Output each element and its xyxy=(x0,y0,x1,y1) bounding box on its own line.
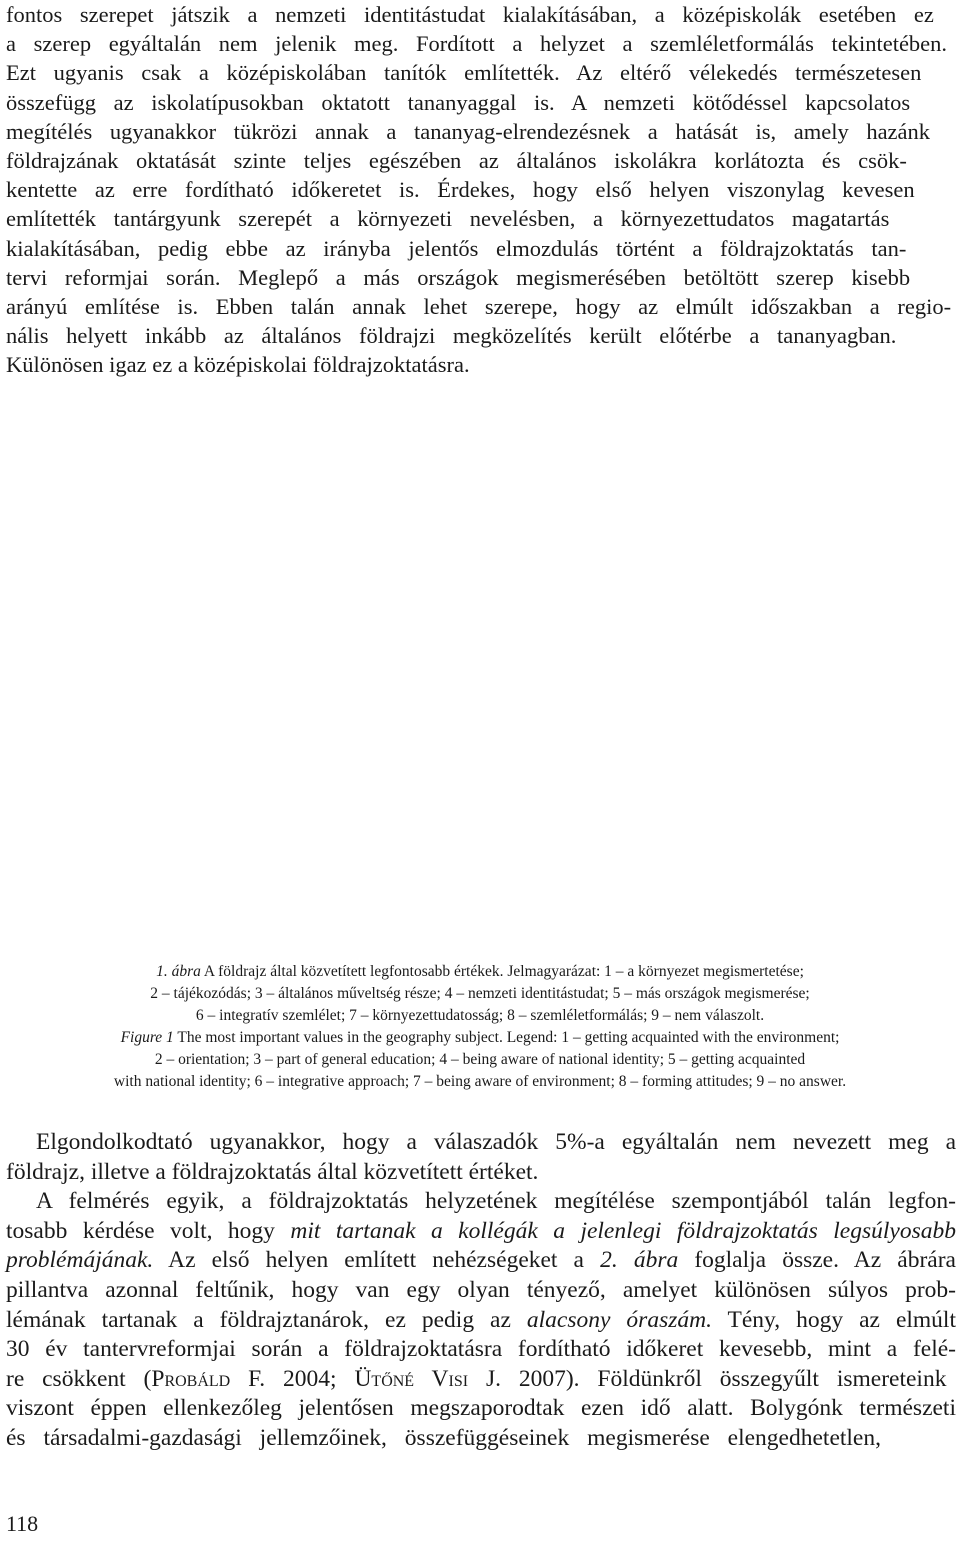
text-line: arányú említése is. Ebben talán annak lehet szerepe, hogy az elmúlt időszakban a regio- xyxy=(6,294,952,320)
text-line: tervi reformjai során. Meglepő a más országok megismerésében betöltött szerep kisebb xyxy=(6,264,911,290)
text-run: Tény, hogy az elmúlt xyxy=(711,1306,956,1333)
text-line: kialakításában, pedig ebbe az irányba jelentős elmozdulás történt a földrajzoktatás tan- xyxy=(6,235,907,261)
text-line: megítélés ugyanakkor tükrözi annak a tananyag-elrendezésnek a hatását is, amely hazánk xyxy=(6,118,931,144)
author-name: Probáld xyxy=(151,1365,231,1392)
text-run: F. 2004; xyxy=(230,1365,355,1392)
text-line: Különösen igaz ez a középiskolai földrajzoktatásra. xyxy=(6,352,470,378)
text-line xyxy=(6,1217,956,1247)
text-run: tosabb kérdése volt, hogy xyxy=(6,1217,291,1244)
text-run: Az első helyen említett nehézségeket a xyxy=(153,1247,601,1274)
caption-line: with national identity; 6 – integrative approach; 7 – being aware of environment; 8 – forming attitudes; 9 – no answer. xyxy=(113,1073,847,1090)
text-line: A felmérés egyik, a földrajzoktatás helyzetének megítélése szempontjából talán legfon- xyxy=(36,1188,956,1215)
author-name: Ütőné Visi xyxy=(354,1365,469,1392)
paragraph-body xyxy=(6,1128,956,1454)
text-line: említették tantárgyunk szerepét a környezeti nevelésben, a környezettudatos magatartás xyxy=(6,206,890,232)
text-line: Ezt ugyanis csak a középiskolában tanítók említették. Az eltérő vélekedés természetesen xyxy=(6,60,922,86)
caption-label-en: Figure 1 xyxy=(120,1029,174,1046)
text-line xyxy=(6,1246,956,1276)
text-line: pillantva azonnal feltűnik, hogy van egy olyan tényező, amelyet különösen súlyos prob- xyxy=(6,1276,956,1303)
page-number: 118 xyxy=(6,1511,39,1536)
text-run: J. 2007). Földünkről összegyűlt ismereteink xyxy=(468,1365,947,1392)
text-line: összefügg az iskolatípusokban oktatott tananyaggal is. A nemzeti kötődéssel kapcsolatos xyxy=(6,89,911,115)
figure-reference: 2. ábra xyxy=(600,1247,679,1274)
text-line: földrajz, illetve a földrajzoktatás által közvetített értéket. xyxy=(6,1158,539,1185)
text-run: lémának tartanak a földrajztanárok, ez pedig az xyxy=(6,1306,527,1333)
text-line: a szerep egyáltalán nem jelenik meg. Fordított a helyzet a szemléletformálás tekintetében. xyxy=(6,31,948,57)
figure-placeholder xyxy=(0,395,960,955)
caption-line: 2 – orientation; 3 – part of general education; 4 – being aware of national identity; 5 – getting acquainted xyxy=(154,1051,806,1068)
text-run: foglalja össze. Az ábrára xyxy=(678,1247,956,1274)
caption-text: The most important values in the geography subject. Legend: 1 – getting acquainted with the environment; xyxy=(173,1029,840,1046)
text-run: re csökkent ( xyxy=(6,1365,152,1392)
text-line: fontos szerepet játszik a nemzeti identitástudat kialakításában, a középiskolák esetében ez xyxy=(6,2,934,27)
caption-line: 6 – integratív szemlélet; 7 – környezettudatosság; 8 – szemléletformálás; 9 – nem válaszolt. xyxy=(195,1007,765,1024)
text-line xyxy=(6,1365,956,1395)
caption-text: A földrajz által közvetített legfontosabb értékek. Jelmagyarázat: 1 – a környezet megismertetése; xyxy=(200,963,804,980)
text-line: és társadalmi-gazdasági jellemzőinek, összefüggéseinek megismerése elengedhetetlen, xyxy=(6,1424,881,1451)
text-line: viszont éppen ellenkezőleg jelentősen megszaporodtak ezen idő alatt. Bolygónk természeti xyxy=(6,1395,956,1422)
caption-line: 2 – tájékozódás; 3 – általános műveltség része; 4 – nemzeti identitástudat; 5 – más országok megismerése; xyxy=(150,985,810,1002)
caption-label-hu: 1. ábra xyxy=(156,963,201,980)
text-line: Elgondolkodtató ugyanakkor, hogy a válaszadók 5%-a egyáltalán nem nevezett meg a xyxy=(36,1129,956,1155)
caption-line xyxy=(0,961,960,983)
figure-caption xyxy=(0,961,960,1093)
caption-line xyxy=(0,1027,960,1049)
text-line: 30 év tantervreformjai során a földrajzoktatásra fordítható időkeret kevesebb, mint a felé- xyxy=(6,1336,956,1363)
emphasis: mit tartanak a kollégák a jelenlegi földrajzoktatás legsúlyosabb xyxy=(290,1217,956,1244)
emphasis: problémájának. xyxy=(6,1247,154,1274)
text-line xyxy=(6,1306,956,1336)
text-line: kentette az erre fordítható időkeretet is. Érdekes, hogy első helyen viszonylag kevesen xyxy=(6,177,915,203)
paragraph-intro xyxy=(6,0,956,380)
text-line: nális helyett inkább az általános földrajzi megközelítés került előtérbe a tananyagban. xyxy=(6,323,897,349)
text-line: földrajzának oktatását szinte teljes egészében az általános iskolákra korlátozta és csök- xyxy=(6,148,907,174)
emphasis: alacsony óraszám. xyxy=(526,1306,712,1333)
